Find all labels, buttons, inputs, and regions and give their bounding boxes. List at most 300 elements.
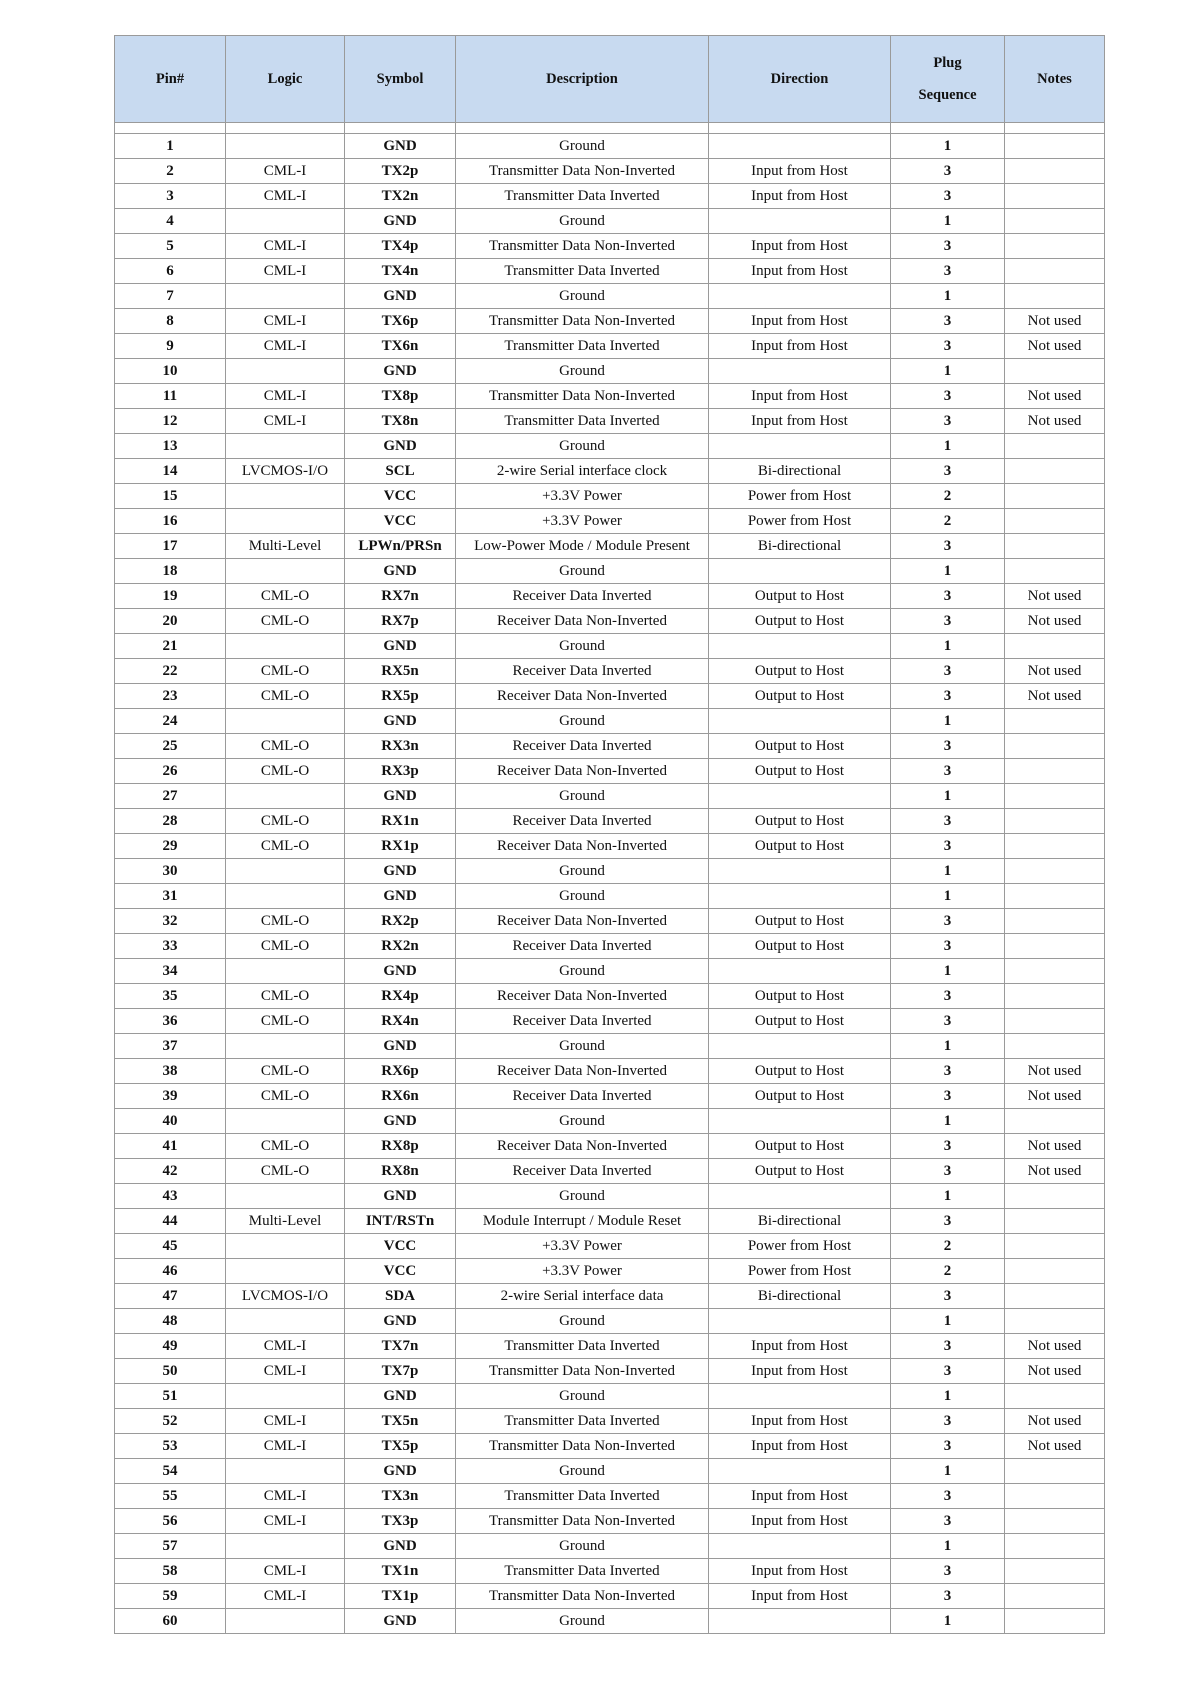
table-row (115, 1159, 1105, 1184)
logic-cell: CML-O (226, 734, 345, 759)
table-row (115, 1559, 1105, 1584)
symbol-cell: GND (345, 1534, 456, 1559)
description-cell: Receiver Data Inverted (456, 1009, 709, 1034)
symbol-cell: RX4p (345, 984, 456, 1009)
description-cell: Transmitter Data Inverted (456, 1484, 709, 1509)
plug-sequence-cell: 3 (891, 384, 1005, 409)
pin-number-cell: 8 (115, 309, 226, 334)
table-row (115, 359, 1105, 384)
pin-number-cell: 4 (115, 209, 226, 234)
plug-sequence-cell: 2 (891, 509, 1005, 534)
table-row (115, 1359, 1105, 1384)
direction-cell (709, 434, 891, 459)
table-row (115, 434, 1105, 459)
description-cell: Receiver Data Inverted (456, 809, 709, 834)
symbol-cell: VCC (345, 1234, 456, 1259)
pin-number-cell: 28 (115, 809, 226, 834)
symbol-cell: TX1p (345, 1584, 456, 1609)
description-cell: Transmitter Data Non-Inverted (456, 1359, 709, 1384)
table-row (115, 1334, 1105, 1359)
pin-number-cell: 42 (115, 1159, 226, 1184)
plug-sequence-cell: 2 (891, 1234, 1005, 1259)
plug-sequence-cell: 1 (891, 1184, 1005, 1209)
notes-cell (1005, 1309, 1105, 1334)
pin-number-cell: 50 (115, 1359, 226, 1384)
table-row (115, 709, 1105, 734)
pin-number-cell: 45 (115, 1234, 226, 1259)
notes-cell (1005, 1234, 1105, 1259)
direction-cell: Bi-directional (709, 1209, 891, 1234)
direction-cell: Input from Host (709, 1559, 891, 1584)
description-cell: Ground (456, 134, 709, 159)
logic-cell: CML-I (226, 334, 345, 359)
direction-cell (709, 1609, 891, 1634)
pin-number-cell: 7 (115, 284, 226, 309)
table-row (115, 334, 1105, 359)
pin-number-cell: 22 (115, 659, 226, 684)
description-cell: Receiver Data Non-Inverted (456, 1059, 709, 1084)
notes-cell: Not used (1005, 609, 1105, 634)
symbol-cell: SCL (345, 459, 456, 484)
notes-cell: Not used (1005, 409, 1105, 434)
symbol-cell: RX3p (345, 759, 456, 784)
logic-cell: CML-O (226, 1134, 345, 1159)
description-cell: Ground (456, 434, 709, 459)
symbol-cell: RX2p (345, 909, 456, 934)
notes-cell (1005, 134, 1105, 159)
pin-number-cell: 41 (115, 1134, 226, 1159)
plug-sequence-cell: 3 (891, 534, 1005, 559)
direction-cell: Power from Host (709, 1234, 891, 1259)
symbol-cell: GND (345, 434, 456, 459)
description-cell: +3.3V Power (456, 1259, 709, 1284)
pin-number-cell: 53 (115, 1434, 226, 1459)
table-row (115, 1384, 1105, 1409)
logic-cell: CML-O (226, 1159, 345, 1184)
symbol-cell: TX3n (345, 1484, 456, 1509)
description-cell: Receiver Data Non-Inverted (456, 759, 709, 784)
description-cell: Receiver Data Non-Inverted (456, 984, 709, 1009)
direction-cell: Output to Host (709, 809, 891, 834)
logic-cell: CML-I (226, 1484, 345, 1509)
notes-cell (1005, 709, 1105, 734)
notes-cell (1005, 1609, 1105, 1634)
pin-number-cell: 6 (115, 259, 226, 284)
symbol-cell: RX5p (345, 684, 456, 709)
plug-sequence-cell: 3 (891, 1284, 1005, 1309)
description-cell: Ground (456, 209, 709, 234)
notes-cell (1005, 1384, 1105, 1409)
logic-cell (226, 959, 345, 984)
plug-sequence-cell: 3 (891, 334, 1005, 359)
pin-number-cell: 15 (115, 484, 226, 509)
table-row (115, 234, 1105, 259)
notes-cell (1005, 634, 1105, 659)
description-cell: +3.3V Power (456, 484, 709, 509)
plug-sequence-cell: 3 (891, 1484, 1005, 1509)
table-row (115, 1009, 1105, 1034)
plug-sequence-cell: 3 (891, 684, 1005, 709)
logic-cell: CML-I (226, 159, 345, 184)
pin-number-cell: 26 (115, 759, 226, 784)
notes-cell: Not used (1005, 1409, 1105, 1434)
notes-cell: Not used (1005, 1134, 1105, 1159)
direction-cell (709, 359, 891, 384)
direction-cell (709, 884, 891, 909)
description-cell: 2-wire Serial interface data (456, 1284, 709, 1309)
plug-sequence-cell: 1 (891, 959, 1005, 984)
plug-sequence-cell: 3 (891, 609, 1005, 634)
description-cell: Receiver Data Non-Inverted (456, 609, 709, 634)
description-cell: Ground (456, 634, 709, 659)
plug-sequence-cell: 3 (891, 1559, 1005, 1584)
plug-sequence-cell: 1 (891, 1109, 1005, 1134)
table-row (115, 1109, 1105, 1134)
notes-cell (1005, 484, 1105, 509)
table-row (115, 184, 1105, 209)
symbol-cell: RX2n (345, 934, 456, 959)
description-cell: +3.3V Power (456, 509, 709, 534)
notes-cell: Not used (1005, 309, 1105, 334)
pin-number-cell: 37 (115, 1034, 226, 1059)
pin-number-cell: 35 (115, 984, 226, 1009)
notes-cell (1005, 234, 1105, 259)
pin-number-cell: 40 (115, 1109, 226, 1134)
table-row (115, 309, 1105, 334)
table-row (115, 1059, 1105, 1084)
header-plug-sequence (891, 36, 1005, 123)
notes-cell (1005, 1009, 1105, 1034)
direction-cell (709, 559, 891, 584)
pin-number-cell: 9 (115, 334, 226, 359)
logic-cell: CML-O (226, 1009, 345, 1034)
description-cell: Ground (456, 1534, 709, 1559)
table-row (115, 1134, 1105, 1159)
symbol-cell: GND (345, 634, 456, 659)
direction-cell: Output to Host (709, 1134, 891, 1159)
table-row (115, 584, 1105, 609)
table-row (115, 934, 1105, 959)
direction-cell: Output to Host (709, 684, 891, 709)
direction-cell: Power from Host (709, 484, 891, 509)
logic-cell (226, 1309, 345, 1334)
table-row (115, 509, 1105, 534)
plug-sequence-cell: 3 (891, 309, 1005, 334)
pin-number-cell: 1 (115, 134, 226, 159)
logic-cell (226, 284, 345, 309)
pin-number-cell: 54 (115, 1459, 226, 1484)
notes-cell (1005, 834, 1105, 859)
symbol-cell: TX6p (345, 309, 456, 334)
description-cell: Low-Power Mode / Module Present (456, 534, 709, 559)
direction-cell: Output to Host (709, 609, 891, 634)
logic-cell: CML-O (226, 584, 345, 609)
plug-sequence-cell: 3 (891, 809, 1005, 834)
direction-cell: Output to Host (709, 1009, 891, 1034)
plug-sequence-cell: 1 (891, 709, 1005, 734)
header-pin: Pin# (115, 36, 226, 123)
description-cell: Receiver Data Inverted (456, 659, 709, 684)
symbol-cell: TX5n (345, 1409, 456, 1434)
table-row (115, 1584, 1105, 1609)
notes-cell (1005, 434, 1105, 459)
symbol-cell: RX1p (345, 834, 456, 859)
plug-sequence-cell: 3 (891, 234, 1005, 259)
direction-cell: Output to Host (709, 584, 891, 609)
direction-cell: Input from Host (709, 1334, 891, 1359)
description-cell: Receiver Data Inverted (456, 1084, 709, 1109)
pin-number-cell: 49 (115, 1334, 226, 1359)
pin-number-cell: 29 (115, 834, 226, 859)
direction-cell (709, 1034, 891, 1059)
header-symbol: Symbol (345, 36, 456, 123)
symbol-cell: LPWn/PRSn (345, 534, 456, 559)
plug-sequence-cell: 3 (891, 584, 1005, 609)
description-cell: Transmitter Data Non-Inverted (456, 1584, 709, 1609)
description-cell: 2-wire Serial interface clock (456, 459, 709, 484)
description-cell: Ground (456, 1384, 709, 1409)
description-cell: Transmitter Data Inverted (456, 1409, 709, 1434)
plug-sequence-cell: 1 (891, 859, 1005, 884)
plug-sequence-cell: 1 (891, 134, 1005, 159)
plug-sequence-cell: 1 (891, 1384, 1005, 1409)
direction-cell: Input from Host (709, 309, 891, 334)
pin-number-cell: 23 (115, 684, 226, 709)
pin-number-cell: 39 (115, 1084, 226, 1109)
notes-cell (1005, 984, 1105, 1009)
symbol-cell: TX5p (345, 1434, 456, 1459)
symbol-cell: GND (345, 1384, 456, 1409)
notes-cell (1005, 859, 1105, 884)
table-row (115, 259, 1105, 284)
header-spacer-row (115, 123, 1105, 134)
pin-number-cell: 12 (115, 409, 226, 434)
description-cell: Ground (456, 1109, 709, 1134)
description-cell: Ground (456, 1609, 709, 1634)
table-row (115, 284, 1105, 309)
header-plug-line1: Plug (933, 55, 962, 71)
description-cell: Module Interrupt / Module Reset (456, 1209, 709, 1234)
header-description: Description (456, 36, 709, 123)
direction-cell: Power from Host (709, 509, 891, 534)
logic-cell: CML-I (226, 1509, 345, 1534)
table-row (115, 984, 1105, 1009)
notes-cell (1005, 1584, 1105, 1609)
pin-number-cell: 48 (115, 1309, 226, 1334)
plug-sequence-cell: 3 (891, 1159, 1005, 1184)
symbol-cell: GND (345, 884, 456, 909)
pin-number-cell: 13 (115, 434, 226, 459)
notes-cell (1005, 1559, 1105, 1584)
direction-cell: Output to Host (709, 984, 891, 1009)
plug-sequence-cell: 3 (891, 1084, 1005, 1109)
notes-cell (1005, 509, 1105, 534)
notes-cell (1005, 559, 1105, 584)
description-cell: Transmitter Data Non-Inverted (456, 234, 709, 259)
symbol-cell: VCC (345, 484, 456, 509)
logic-cell (226, 709, 345, 734)
description-cell: Transmitter Data Non-Inverted (456, 159, 709, 184)
table-body (115, 123, 1105, 1634)
symbol-cell: TX1n (345, 1559, 456, 1584)
plug-sequence-cell: 1 (891, 284, 1005, 309)
description-cell: Receiver Data Inverted (456, 584, 709, 609)
description-cell: Receiver Data Inverted (456, 1159, 709, 1184)
symbol-cell: GND (345, 134, 456, 159)
table-row (115, 1534, 1105, 1559)
table-row (115, 684, 1105, 709)
notes-cell (1005, 759, 1105, 784)
description-cell: Ground (456, 884, 709, 909)
table-row (115, 159, 1105, 184)
direction-cell (709, 709, 891, 734)
logic-cell: CML-O (226, 809, 345, 834)
description-cell: Ground (456, 859, 709, 884)
notes-cell: Not used (1005, 1059, 1105, 1084)
description-cell: Ground (456, 559, 709, 584)
symbol-cell: GND (345, 1034, 456, 1059)
logic-cell: CML-I (226, 259, 345, 284)
symbol-cell: GND (345, 709, 456, 734)
notes-cell (1005, 884, 1105, 909)
logic-cell: CML-O (226, 934, 345, 959)
pin-number-cell: 20 (115, 609, 226, 634)
symbol-cell: RX3n (345, 734, 456, 759)
plug-sequence-cell: 1 (891, 1459, 1005, 1484)
notes-cell: Not used (1005, 1084, 1105, 1109)
symbol-cell: GND (345, 1609, 456, 1634)
direction-cell: Output to Host (709, 659, 891, 684)
notes-cell: Not used (1005, 584, 1105, 609)
symbol-cell: RX1n (345, 809, 456, 834)
pin-number-cell: 17 (115, 534, 226, 559)
notes-cell (1005, 934, 1105, 959)
logic-cell (226, 1459, 345, 1484)
table-row (115, 1084, 1105, 1109)
logic-cell (226, 484, 345, 509)
logic-cell (226, 509, 345, 534)
pin-number-cell: 56 (115, 1509, 226, 1534)
logic-cell: Multi-Level (226, 1209, 345, 1234)
direction-cell: Bi-directional (709, 459, 891, 484)
plug-sequence-cell: 1 (891, 1034, 1005, 1059)
notes-cell (1005, 534, 1105, 559)
notes-cell: Not used (1005, 384, 1105, 409)
symbol-cell: RX7n (345, 584, 456, 609)
symbol-cell: RX7p (345, 609, 456, 634)
symbol-cell: RX8p (345, 1134, 456, 1159)
symbol-cell: GND (345, 959, 456, 984)
logic-cell: LVCMOS-I/O (226, 1284, 345, 1309)
pin-number-cell: 18 (115, 559, 226, 584)
description-cell: Receiver Data Non-Inverted (456, 909, 709, 934)
notes-cell (1005, 284, 1105, 309)
notes-cell: Not used (1005, 1159, 1105, 1184)
direction-cell: Input from Host (709, 384, 891, 409)
direction-cell: Output to Host (709, 1084, 891, 1109)
direction-cell: Output to Host (709, 1159, 891, 1184)
notes-cell (1005, 959, 1105, 984)
notes-cell (1005, 259, 1105, 284)
plug-sequence-cell: 3 (891, 1134, 1005, 1159)
logic-cell: CML-I (226, 234, 345, 259)
notes-cell (1005, 734, 1105, 759)
logic-cell: Multi-Level (226, 534, 345, 559)
symbol-cell: RX8n (345, 1159, 456, 1184)
table-row (115, 484, 1105, 509)
logic-cell: CML-O (226, 1059, 345, 1084)
table-row (115, 409, 1105, 434)
logic-cell: CML-I (226, 1334, 345, 1359)
symbol-cell: RX6p (345, 1059, 456, 1084)
table-row (115, 1184, 1105, 1209)
pin-number-cell: 10 (115, 359, 226, 384)
pin-assignment-table (114, 35, 1105, 1634)
notes-cell (1005, 1534, 1105, 1559)
notes-cell (1005, 359, 1105, 384)
table-row (115, 1209, 1105, 1234)
description-cell: Receiver Data Non-Inverted (456, 1134, 709, 1159)
table-row (115, 659, 1105, 684)
logic-cell (226, 634, 345, 659)
pin-number-cell: 47 (115, 1284, 226, 1309)
plug-sequence-cell: 3 (891, 1359, 1005, 1384)
description-cell: Ground (456, 1184, 709, 1209)
plug-sequence-cell: 1 (891, 209, 1005, 234)
symbol-cell: TX4p (345, 234, 456, 259)
direction-cell: Output to Host (709, 759, 891, 784)
table-row (115, 1459, 1105, 1484)
description-cell: Transmitter Data Non-Inverted (456, 309, 709, 334)
plug-sequence-cell: 1 (891, 559, 1005, 584)
plug-sequence-cell: 3 (891, 1509, 1005, 1534)
description-cell: Ground (456, 359, 709, 384)
direction-cell (709, 1184, 891, 1209)
notes-cell (1005, 1284, 1105, 1309)
logic-cell (226, 884, 345, 909)
plug-sequence-cell: 2 (891, 1259, 1005, 1284)
table-row (115, 959, 1105, 984)
direction-cell: Input from Host (709, 234, 891, 259)
description-cell: Ground (456, 1034, 709, 1059)
notes-cell (1005, 1034, 1105, 1059)
table-row (115, 609, 1105, 634)
description-cell: Transmitter Data Inverted (456, 259, 709, 284)
direction-cell: Bi-directional (709, 1284, 891, 1309)
pin-assignment-sheet (114, 35, 1104, 1634)
plug-sequence-cell: 3 (891, 159, 1005, 184)
table-row (115, 734, 1105, 759)
table-row (115, 909, 1105, 934)
logic-cell: CML-O (226, 684, 345, 709)
table-row (115, 809, 1105, 834)
symbol-cell: VCC (345, 1259, 456, 1284)
header-direction: Direction (709, 36, 891, 123)
notes-cell (1005, 1184, 1105, 1209)
logic-cell (226, 1234, 345, 1259)
symbol-cell: TX8n (345, 409, 456, 434)
plug-sequence-cell: 3 (891, 659, 1005, 684)
notes-cell (1005, 1109, 1105, 1134)
description-cell: Transmitter Data Non-Inverted (456, 1434, 709, 1459)
notes-cell: Not used (1005, 659, 1105, 684)
table-row (115, 859, 1105, 884)
pin-number-cell: 34 (115, 959, 226, 984)
pin-number-cell: 51 (115, 1384, 226, 1409)
plug-sequence-cell: 3 (891, 1584, 1005, 1609)
plug-sequence-cell: 3 (891, 1434, 1005, 1459)
direction-cell: Input from Host (709, 1434, 891, 1459)
